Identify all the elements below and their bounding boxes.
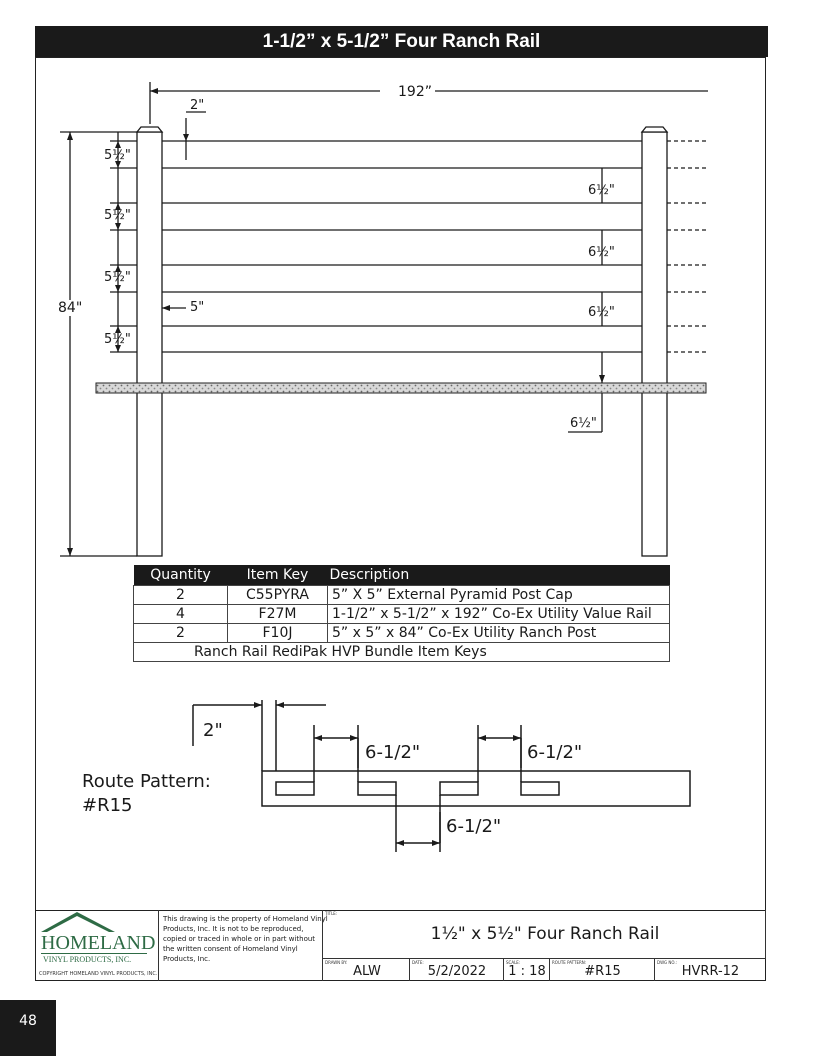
spacing-right-3: 6½" <box>588 305 615 320</box>
drawn-by-cell: DRAWN BY: ALW <box>322 958 410 981</box>
title-block <box>35 910 766 981</box>
scale-value: 1 : 18 <box>508 964 546 979</box>
drawing-title: 1½" x 5½" Four Ranch Rail <box>430 924 660 944</box>
dwg-no-cell: DWG NO.: HVRR-12 <box>655 958 766 981</box>
cap-offset-label: 2" <box>190 98 205 113</box>
logo-wordmark: HOMELAND <box>41 932 156 954</box>
spacing-left-2: 5½" <box>104 208 131 223</box>
dwg-no-value: HVRR-12 <box>681 964 740 979</box>
date-cell: DATE: 5/2/2022 <box>410 958 504 981</box>
qty-cell: 4 <box>134 605 228 624</box>
rail-route-profile <box>262 771 690 806</box>
header-item-key: Item Key <box>228 565 328 586</box>
logo-cell <box>35 910 159 981</box>
page-number: 48 <box>0 1000 56 1056</box>
spacing-right-2: 6½" <box>588 245 615 260</box>
post-height-label: 84" <box>58 300 83 316</box>
spacing-left-4: 5½" <box>104 332 131 347</box>
spacing-left-1: 5½" <box>104 148 131 163</box>
item-key-cell: F27M <box>228 605 328 624</box>
ground-clearance-label: 6½" <box>570 416 597 431</box>
spacing-right-1: 6½" <box>588 183 615 198</box>
route-pattern-caption: Route Pattern: <box>82 771 211 792</box>
page-title: 1-1/2” x 5-1/2” Four Ranch Rail <box>35 26 768 57</box>
route-spacing-b: 6-1/2" <box>527 742 583 763</box>
header-quantity: Quantity <box>134 565 228 586</box>
date-value: 5/2/2022 <box>427 964 487 979</box>
qty-cell: 2 <box>134 586 228 605</box>
route-pattern-label <box>82 770 211 818</box>
description-cell: 5” x 5” x 84” Co-Ex Utility Ranch Post <box>328 624 670 643</box>
description-cell: 5” X 5” External Pyramid Post Cap <box>328 586 670 605</box>
table-footer: Ranch Rail RediPak HVP Bundle Item Keys <box>134 643 670 662</box>
logo-subtitle: VINYL PRODUCTS, INC. <box>43 955 132 964</box>
item-key-cell: C55PYRA <box>228 586 328 605</box>
route-pattern-value: #R15 <box>584 964 621 979</box>
drawn-by-value: ALW <box>353 964 381 979</box>
post-gap-label: 5" <box>190 300 205 315</box>
copyright-text: COPYRIGHT HOMELAND VINYL PRODUCTS, INC. <box>39 971 158 977</box>
route-spacing-c: 6-1/2" <box>446 816 502 837</box>
title-cell: TITLE: 1½" x 5½" Four Ranch Rail <box>322 910 766 958</box>
item-key-cell: F10J <box>228 624 328 643</box>
spacing-left-3: 5½" <box>104 270 131 285</box>
scale-cell: SCALE: 1 : 18 <box>504 958 550 981</box>
route-pattern-cell: ROUTE PATTERN: #R15 <box>550 958 655 981</box>
route-first-offset: 2" <box>203 720 223 741</box>
header-description: Description <box>328 565 670 586</box>
route-pattern-code: #R15 <box>82 795 133 816</box>
description-cell: 1-1/2” x 5-1/2” x 192” Co-Ex Utility Value Rail <box>328 605 670 624</box>
ownership-notice: This drawing is the property of Homeland Vinyl Products, Inc. It is not to be reproduced, copied or traced in whole or in part without the written consent of Homeland Vinyl Products, Inc. <box>163 915 328 963</box>
overall-width-label: 192” <box>395 84 435 100</box>
route-spacing-a: 6-1/2" <box>365 742 421 763</box>
qty-cell: 2 <box>134 624 228 643</box>
